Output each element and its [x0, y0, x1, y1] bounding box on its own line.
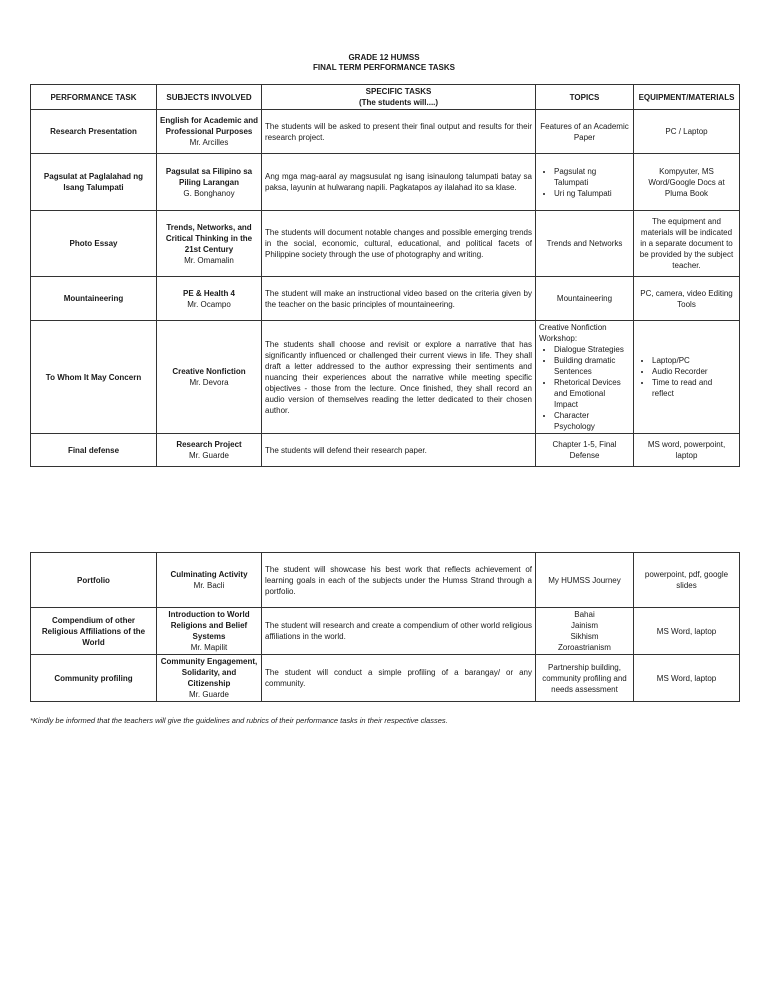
table-header-row — [31, 85, 740, 110]
subject-name: Research Project — [176, 440, 242, 449]
document-subtitle: FINAL TERM PERFORMANCE TASKS — [313, 63, 455, 72]
topic-item: • Uri ng Talumpati — [554, 188, 630, 199]
task-name: Final defense — [31, 434, 157, 467]
equipment: MS word, powerpoint, laptop — [634, 434, 740, 467]
table-row — [31, 434, 740, 467]
col-header-subjects: SUBJECTS INVOLVED — [157, 85, 262, 110]
equipment: powerpoint, pdf, google slides — [634, 553, 740, 608]
teacher-name: Mr. Mapilit — [190, 643, 228, 652]
topic-line: Sikhism — [570, 632, 599, 641]
equipment: The equipment and materials will be indicated in a separate document to be provided by the subject teacher. — [634, 211, 740, 277]
col-header-specific-line1: SPECIFIC TASKS — [365, 87, 432, 96]
topic: Features of an Academic Paper — [536, 110, 634, 154]
task-name: Photo Essay — [31, 211, 157, 277]
task-name: Compendium of other Religious Affiliations of the World — [31, 608, 157, 655]
table-row — [31, 211, 740, 277]
topic-intro: Creative Nonfiction Workshop: — [539, 323, 607, 343]
topic: Partnership building, community profiling and needs assessment — [536, 655, 634, 702]
subject-name: PE & Health 4 — [182, 288, 235, 298]
topic-item: • Building dramatic Sentences — [554, 355, 630, 377]
table-row — [31, 553, 740, 608]
table-row — [31, 321, 740, 434]
task-name: Research Presentation — [31, 110, 157, 154]
task-name: Portfolio — [31, 553, 157, 608]
task-name: Pagsulat at Paglalahad ng Isang Talumpati — [31, 154, 157, 211]
subject-cell — [157, 608, 262, 655]
specific-task: The student will showcase his best work that reflects achievement of learning goals in each of the subjects under the Humss Strand through a portfolio. — [262, 553, 536, 608]
teacher-name: G. Bonghanoy — [183, 188, 235, 198]
topic-item: • Dialogue Strategies — [554, 344, 630, 355]
topic-line: Zoroastrianism — [558, 643, 611, 652]
specific-task: The students will be asked to present their final output and results for their research project. — [262, 110, 536, 154]
specific-task: The students shall choose and revisit or explore a narrative that has significantly influenced or challenged their current views in life. They shall draft a letter addressed to the author expressing their sentiments and nuancing their experiences about the narrative while meeting specific objectives - those from the lecture. Once finished, they shall record an audio version of themselves reading the letter dedicated to their chosen author. — [262, 321, 536, 434]
col-header-equipment: EQUIPMENT/MATERIALS — [634, 85, 740, 110]
teacher-name: Mr. Bacli — [193, 581, 225, 590]
topic: Trends and Networks — [536, 211, 634, 277]
topic — [536, 608, 634, 655]
specific-task: The students will document notable changes and possible emerging trends in the social, economic, cultural, educational, and political facets of Philippine society through the use of photography and writing. — [262, 211, 536, 277]
topic: Mountaineering — [536, 277, 634, 321]
task-name: Mountaineering — [31, 277, 157, 321]
specific-task: The students will defend their research paper. — [262, 434, 536, 467]
topic-line: Bahai — [574, 610, 595, 619]
subject-name: English for Academic and Professional Purposes — [160, 116, 258, 136]
table-row — [31, 608, 740, 655]
subject-name: Community Engagement, Solidarity, and Citizenship — [160, 657, 258, 688]
topic-item: • Rhetorical Devices and Emotional Impact — [554, 377, 630, 410]
teacher-name: Mr. Guarde — [188, 451, 229, 460]
subject-name: Creative Nonfiction — [172, 367, 246, 376]
performance-tasks-table — [30, 84, 740, 467]
equipment-item: • Audio Recorder — [652, 366, 736, 377]
topic-item: • Character Psychology — [554, 410, 630, 432]
specific-task: The student will conduct a simple profiling of a barangay/ or any community. — [262, 655, 536, 702]
specific-task: The student will research and create a compendium of other world religious affiliations in the world. — [262, 608, 536, 655]
topic-item: • Pagsulat ng Talumpati — [554, 166, 630, 188]
subject-cell — [157, 277, 262, 321]
equipment — [634, 321, 740, 434]
subject-cell — [157, 154, 262, 211]
teacher-name: Mr. Arcilles — [189, 138, 229, 147]
equipment-item: • Laptop/PC — [652, 355, 736, 366]
subject-cell — [157, 321, 262, 434]
task-name: Community profiling — [31, 655, 157, 702]
topic-line: Jainism — [570, 621, 599, 630]
subject-name: Introduction to World Religions and Belief Systems — [168, 610, 250, 641]
equipment: MS Word, laptop — [634, 655, 740, 702]
equipment: Kompyuter, MS Word/Google Docs at Pluma Book — [634, 154, 740, 211]
equipment-item: • Time to read and reflect — [652, 377, 736, 399]
subject-cell — [157, 110, 262, 154]
subject-name: Trends, Networks, and Critical Thinking in the 21st Century — [165, 222, 253, 254]
topic: Chapter 1-5, Final Defense — [536, 434, 634, 467]
subject-cell — [157, 553, 262, 608]
col-header-performance-task: PERFORMANCE TASK — [31, 85, 157, 110]
performance-tasks-table-continued — [30, 552, 740, 702]
subject-name: Pagsulat sa Filipino sa Piling Larangan — [165, 166, 253, 187]
subject-cell — [157, 211, 262, 277]
topic — [536, 154, 634, 211]
specific-task: Ang mga mag-aaral ay magsusulat ng isang isinaulong talumpati batay sa paksa, layunin at hulwarang napili. Pagkatapos ay ilalahad ito sa klase. — [262, 154, 536, 211]
teacher-name: Mr. Guarde — [188, 690, 229, 699]
equipment: PC / Laptop — [634, 110, 740, 154]
teacher-name: Mr. Devora — [189, 378, 229, 387]
col-header-specific-tasks — [262, 85, 536, 110]
subject-cell — [157, 434, 262, 467]
topic — [536, 321, 634, 434]
task-name: To Whom It May Concern — [31, 321, 157, 434]
teacher-name: Mr. Omamalin — [184, 255, 234, 265]
topic: My HUMSS Journey — [536, 553, 634, 608]
table-row — [31, 110, 740, 154]
teacher-name: Mr. Ocampo — [187, 299, 231, 309]
table-row — [31, 154, 740, 211]
equipment: MS Word, laptop — [634, 608, 740, 655]
subject-cell — [157, 655, 262, 702]
footnote: *Kindly be informed that the teachers will give the guidelines and rubrics of their performance tasks in their respective classes. — [30, 716, 448, 725]
subject-name: Culminating Activity — [170, 570, 248, 579]
document-title: GRADE 12 HUMSS — [348, 53, 420, 62]
col-header-specific-line2: (The students will....) — [358, 98, 439, 107]
specific-task: The student will make an instructional video based on the criteria given by the teacher on the basic principles of mountaineering. — [262, 277, 536, 321]
table-row — [31, 277, 740, 321]
table-row — [31, 655, 740, 702]
col-header-topics: TOPICS — [536, 85, 634, 110]
equipment: PC, camera, video Editing Tools — [634, 277, 740, 321]
